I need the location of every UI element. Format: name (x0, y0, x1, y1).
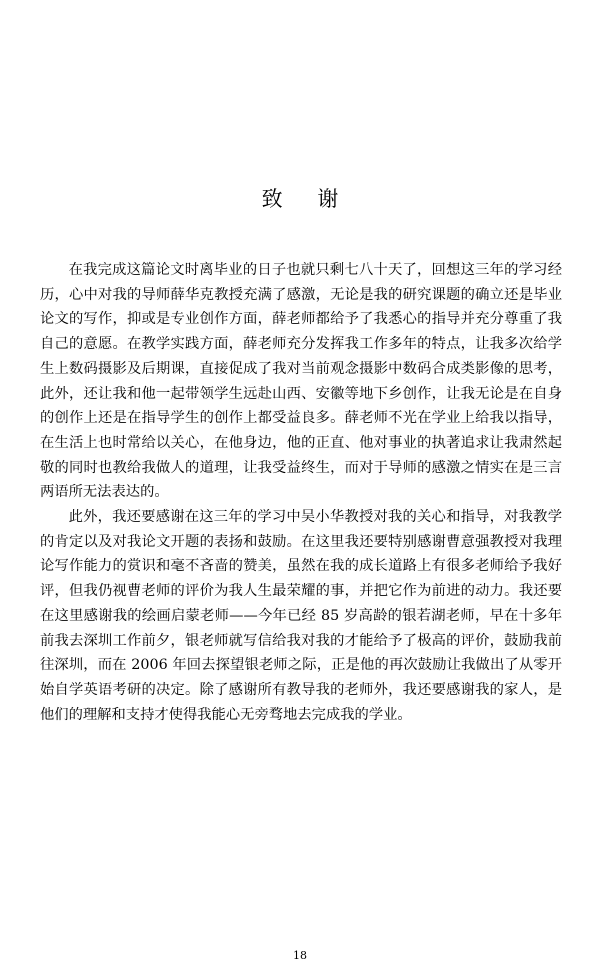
paragraph-2: 此外，我还要感谢在这三年的学习中吴小华教授对我的关心和指导，对我教学的肯定以及对我论文开题的表扬和鼓励。在这里我还要特别感谢曹意强教授对我理论写作能力的赏识和毫不吝啬的赞美，虽然在我的成长道路上有很多老师给予我好评，但我仍视曹老师的评价为我人生最荣耀的事，并把它作为前进的动力。我还要在这里感谢我的绘画启蒙老师——今年已经 85 岁高龄的银若湖老师，早在十多年前我去深圳工作前夕，银老师就写信给我对我的才能给予了极高的评价，鼓励我前往深圳，而在 2006 年回去探望银老师之际，正是他的再次鼓励让我做出了从零开始自学英语考研的决定。除了感谢所有教导我的老师外，我还要感谢我的家人，是他们的理解和支持才使得我能心无旁骛地去完成我的学业。 (40, 509, 562, 723)
page-title: 致 谢 (261, 187, 353, 211)
page-number: 18 (293, 949, 307, 962)
body-text (40, 258, 562, 727)
paragraph-1: 在我完成这篇论文时离毕业的日子也就只剩七八十天了，回想这三年的学习经历，心中对我的导师薛华克教授充满了感激，无论是我的研究课题的确立还是毕业论文的写作，抑或是专业创作方面，薛老师都给予了我悉心的指导并充分尊重了我自己的意愿。在教学实践方面，薛老师充分发挥我工作多年的特点，让我多次给学生上数码摄影及后期课，直接促成了我对当前观念摄影中数码合成类影像的思考，此外，还让我和他一起带领学生远赴山西、安徽等地下乡创作，让我无论是在自身的创作上还是在指导学生的创作上都受益良多。薛老师不光在学业上给我以指导，在生活上也时常给以关心，在他身边，他的正直、他对事业的执著追求让我肃然起敬的同时也教给我做人的道理，让我受益终生，而对于导师的感激之情实在是三言两语所无法表达的。 (40, 262, 562, 501)
